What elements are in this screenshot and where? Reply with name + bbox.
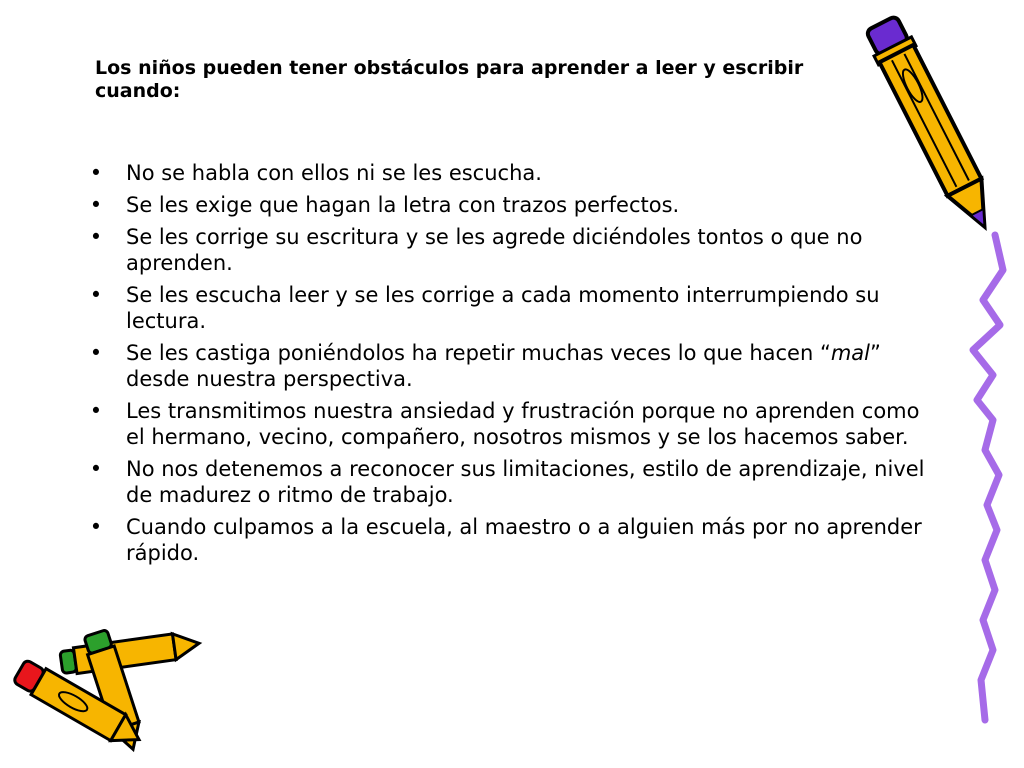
pencil-icon bbox=[855, 2, 1005, 247]
bullet-marker: • bbox=[89, 161, 103, 185]
bullet-text-after: ” desde nuestra perspectiva. bbox=[126, 341, 881, 391]
bullet-marker: • bbox=[89, 515, 103, 539]
bullet-text: Se les corrige su escritura y se les agrede diciéndoles tontos o que no aprenden. bbox=[126, 225, 863, 275]
bullet-marker: • bbox=[89, 399, 103, 423]
bullet-item bbox=[86, 282, 936, 334]
bullet-marker: • bbox=[89, 225, 103, 249]
bullet-item bbox=[86, 514, 936, 566]
bullet-item bbox=[86, 456, 936, 508]
bullet-text: No nos detenemos a reconocer sus limitaciones, estilo de aprendizaje, nivel de madurez o ritmo de trabajo. bbox=[126, 457, 925, 507]
bullet-marker: • bbox=[89, 457, 103, 481]
bullet-item bbox=[86, 192, 936, 218]
slide-title: Los niños pueden tener obstáculos para aprender a leer y escribir cuando: bbox=[95, 57, 804, 102]
bullet-item bbox=[86, 340, 936, 392]
bullet-item bbox=[86, 224, 936, 276]
bullet-item bbox=[86, 160, 936, 186]
bullet-text: Se les exige que hagan la letra con trazos perfectos. bbox=[126, 193, 680, 217]
pencil-icon bbox=[2, 655, 152, 755]
bullet-item bbox=[86, 398, 936, 450]
bullet-text-italic: mal bbox=[830, 341, 871, 365]
bullet-marker: • bbox=[89, 193, 103, 217]
scribble-line bbox=[955, 230, 1024, 725]
bullet-marker: • bbox=[89, 283, 103, 307]
bullet-text: No se habla con ellos ni se les escucha. bbox=[126, 161, 542, 185]
bullet-text: Les transmitimos nuestra ansiedad y frustración porque no aprenden como el hermano, vecino, compañero, nosotros mismos y se los hacemos saber. bbox=[126, 399, 920, 449]
bullet-list bbox=[86, 160, 936, 572]
bullet-text: Cuando culpamos a la escuela, al maestro o a alguien más por no aprender rápido. bbox=[126, 515, 922, 565]
bullet-marker: • bbox=[89, 341, 103, 365]
bullet-text: Se les escucha leer y se les corrige a cada momento interrumpiendo su lectura. bbox=[126, 283, 880, 333]
bullet-text-before: Se les castiga poniéndolos ha repetir muchas veces lo que hacen “ bbox=[126, 341, 831, 365]
